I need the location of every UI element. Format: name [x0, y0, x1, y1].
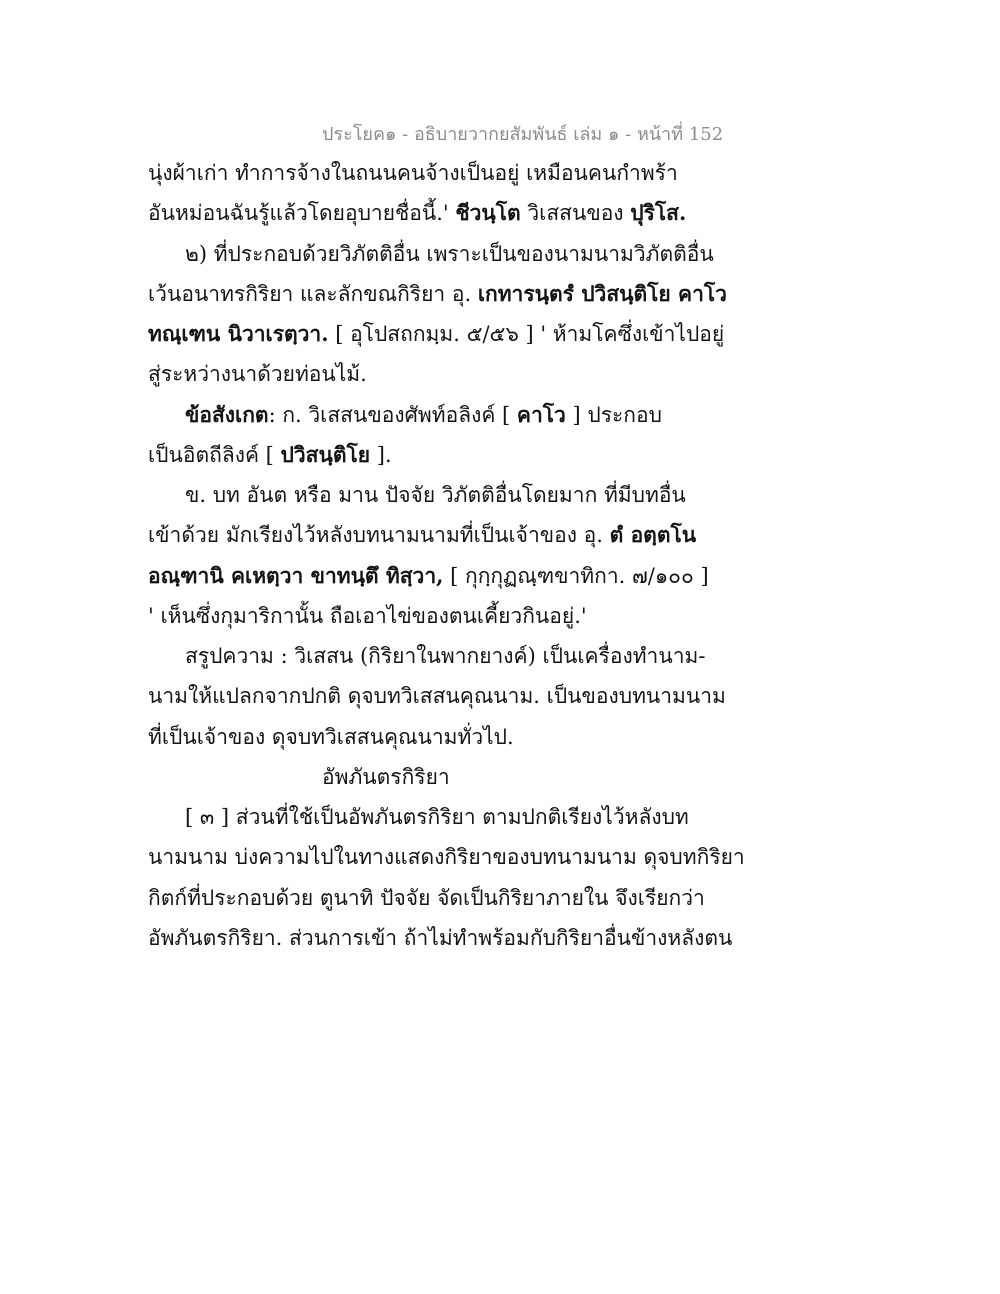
- text-line: [148, 878, 748, 918]
- section-heading: [148, 757, 748, 797]
- running-header: ประโยค๑ - อธิบายวากยสัมพันธ์ เล่ม ๑ - หน้าที่ 152: [322, 124, 724, 145]
- text-line: [148, 354, 748, 394]
- page-body: [148, 153, 748, 958]
- text-line: [148, 918, 748, 958]
- text-line: [148, 596, 748, 636]
- text-segment: วิเสสนของ: [520, 201, 631, 226]
- text-segment: : ก. วิเสสนของศัพท์อลิงค์ [: [268, 402, 517, 427]
- text-line: [148, 475, 748, 515]
- text-line: [148, 636, 748, 676]
- text-segment: ] ประกอบ: [565, 402, 662, 427]
- section-heading-text: อัพภันตรกิริยา: [322, 764, 450, 789]
- text-line: [148, 395, 748, 435]
- text-segment: [ ๓ ] ส่วนที่ใช้เป็นอัพภันตรกิริยา ตามปกติเรียงไว้หลังบท: [185, 805, 689, 829]
- pali-term: ชีวนฺโต: [455, 200, 521, 226]
- text-line: [148, 837, 748, 877]
- pali-term: ทณฺเฑน นิวาเรตฺวา.: [148, 321, 329, 346]
- text-segment: ' เห็นซึ่งกุมาริกานั้น ถือเอาไข่ของตนเคี้ยวกินอยู่.': [148, 603, 587, 628]
- text-line: [148, 717, 748, 757]
- text-segment: สรูปความ : วิเสสน (กิริยาในพากยางค์) เป็นเครื่องทำนาม-: [185, 644, 706, 668]
- pali-term: อณฺฑานิ คเหตฺวา ขาทนฺตึ ทิสฺวา,: [148, 562, 444, 588]
- text-segment: ๒) ที่ประกอบด้วยวิภัตติอื่น เพราะเป็นของนามนามวิภัตติอื่น: [185, 241, 714, 266]
- pali-term: ตํ อตฺตโน: [609, 522, 697, 548]
- text-segment: เข้าด้วย มักเรียงไว้หลังบทนามนามที่เป็นเจ้าของ อุ.: [148, 523, 610, 548]
- pali-term: คาโว: [516, 401, 566, 427]
- text-line: [148, 797, 748, 837]
- text-segment: เว้นอนาทรกิริยา และลักขณกิริยา อุ.: [148, 281, 478, 306]
- text-segment: [ กุกฺกุฏณฺฑขาทิกา. ๗/๑๐๐ ]: [443, 563, 709, 588]
- text-line: [148, 234, 748, 274]
- text-line: [148, 193, 748, 233]
- text-line: [148, 435, 748, 475]
- text-segment: ข. บท อันต หรือ มาน ปัจจัย วิภัตติอื่นโดยมาก ที่มีบทอื่น: [185, 483, 686, 507]
- text-segment: นามนาม บ่งความไปในทางแสดงกิริยาของบทนามนาม ดุจบทกิริยา: [148, 845, 745, 870]
- text-segment: นุ่งผ้าเก่า ทำการจ้างในถนนคนจ้างเป็นอยู่ เหมือนคนกำพร้า: [148, 161, 678, 185]
- text-line: [148, 556, 748, 596]
- text-segment: กิตก์ที่ประกอบด้วย ตูนาทิ ปัจจัย จัดเป็นกิริยาภายใน จึงเรียกว่า: [148, 885, 705, 910]
- pali-term: เกทารนฺตรํ ปวิสนฺติโย คาโว: [477, 280, 727, 306]
- text-line: [148, 153, 748, 193]
- text-segment: ที่เป็นเจ้าของ ดุจบทวิเสสนคุณนามทั่วไป.: [148, 724, 514, 749]
- text-line: [148, 515, 748, 555]
- pali-term: ปุริโส.: [630, 200, 687, 226]
- text-line: [148, 314, 748, 354]
- text-line: [148, 274, 748, 314]
- text-segment: [ อุโปสถกมฺม. ๕/๕๖ ] ' ห้ามโคซึ่งเข้าไปอยู่: [328, 322, 725, 346]
- pali-term: ปวิสนฺติโย: [280, 441, 371, 467]
- text-segment: อัพภันตรกิริยา. ส่วนการเข้า ถ้าไม่ทำพร้อมกับกิริยาอื่นข้างหลังตน: [148, 925, 733, 950]
- text-segment: สู่ระหว่างนาด้วยท่อนไม้.: [148, 362, 367, 387]
- text-line: [148, 676, 748, 716]
- text-segment: อันหม่อนฉันรู้แล้วโดยอุบายชื่อนี้.': [148, 201, 456, 226]
- text-segment: นามให้แปลกจากปกติ ดุจบทวิเสสนคุณนาม. เป็นของบทนามนาม: [148, 684, 726, 709]
- note-label: ข้อสังเกต: [185, 401, 269, 427]
- text-segment: ].: [370, 442, 392, 467]
- text-segment: เป็นอิตถีลิงค์ [: [148, 442, 281, 467]
